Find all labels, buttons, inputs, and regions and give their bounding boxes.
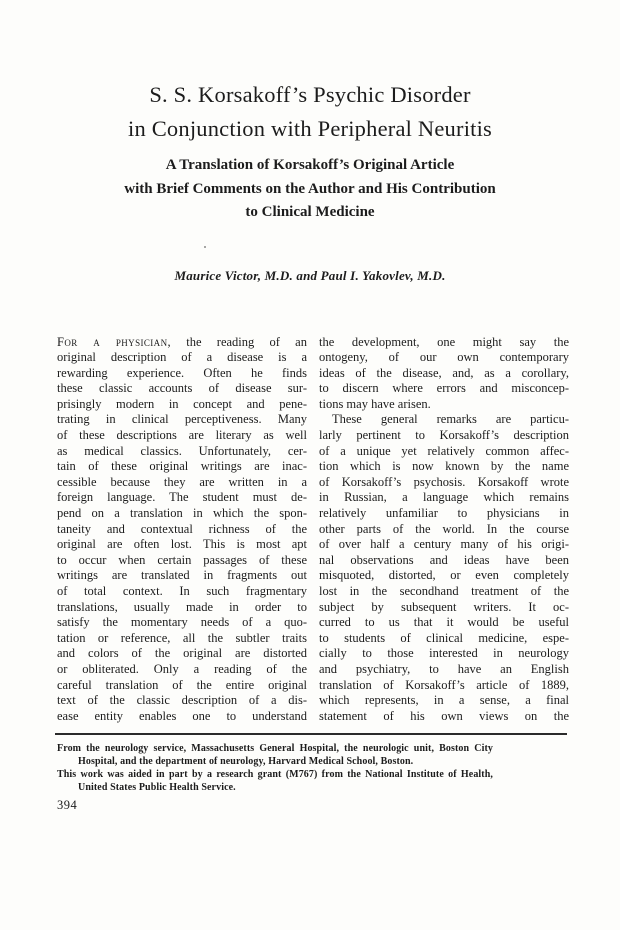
text-line: these classic accounts of disease sur- [57, 381, 307, 396]
text-line: tation or reference, all the subtler traits [57, 630, 307, 645]
text-line: satisfy the momentary needs of a quo- [57, 615, 307, 630]
text-line: relatively unfamiliar to physicians in [319, 506, 569, 521]
footnote-line: From the neurology service, Massachusetts General Hospital, the neurologic unit, Boston City [57, 743, 493, 755]
text-line: of Korsakoff’s psychosis. Korsakoff wrote [319, 474, 569, 489]
footnotes [57, 742, 493, 794]
title-line: in Conjunction with Peripheral Neuritis [128, 116, 492, 141]
text-line: text of the classic description of a dis- [57, 693, 307, 708]
text-line: subject by subsequent writers. It oc- [319, 599, 569, 614]
text-line: tions may have arisen. [319, 396, 431, 411]
text-line: cessible because they are written in a [57, 474, 307, 489]
article-title [0, 78, 620, 146]
footnote-divider [55, 733, 567, 735]
subtitle-line: with Brief Comments on the Author and His Contribution [124, 180, 496, 197]
column-left-lines [57, 350, 307, 724]
text-line: taneity and contextual richness of the [57, 521, 307, 536]
text-line: other parts of the world. In the course [319, 521, 569, 536]
text-line: which represents, in a sense, a final [319, 693, 569, 708]
title-line: S. S. Korsakoff’s Psychic Disorder [149, 82, 471, 107]
text-line: trating in clinical perceptiveness. Many [57, 412, 307, 427]
text-line: to students of clinical medicine, espe- [319, 630, 569, 645]
text-line: as medical classics. Unfortunately, cer- [57, 443, 307, 458]
text-line: to occur when certain passages of these [57, 552, 307, 567]
authors-byline: Maurice Victor, M.D. and Paul I. Yakovlev, M.D. [174, 267, 446, 283]
text-line: writings are translated in fragments out [57, 568, 307, 583]
text-line: ease entity enables one to understand [57, 708, 307, 723]
text-line: larly pertinent to Korsakoff’s description [319, 428, 569, 443]
opening-line-rest: the reading of an [171, 334, 307, 349]
text-line: curred to us that it would be useful [319, 615, 569, 630]
opening-smallcaps: For a physician, [57, 334, 171, 349]
footnote-line: Hospital, and the department of neurology, Harvard Medical School, Boston. [78, 756, 414, 768]
text-line: nal observations and ideas have been [319, 552, 569, 567]
text-line: original are often lost. This is most apt [57, 537, 307, 552]
text-line: of a unique yet relatively common affec- [319, 443, 569, 458]
subtitle-line: A Translation of Korsakoff’s Original Article [165, 157, 455, 173]
text-line: of over half a century many of his origi- [319, 537, 569, 552]
text-line: and colors of the original are distorted [57, 646, 307, 661]
article-subtitle [0, 154, 620, 225]
text-line: the development, one might say the [319, 334, 569, 349]
text-line: lost in the secondhand treatment of the [319, 584, 569, 598]
text-line: careful translation of the entire original [57, 677, 307, 692]
text-line: These general remarks are particu- [332, 412, 569, 427]
text-line: misquoted, distorted, or even completely [319, 568, 569, 583]
subtitle-line: to Clinical Medicine [245, 204, 375, 220]
text-line: in Russian, a language which remains [319, 490, 569, 505]
text-line: translation of Korsakoff’s article of 1889, [319, 677, 569, 692]
text-line: or obliterated. Only a reading of the [57, 661, 307, 676]
article-header [0, 0, 620, 284]
text-line: rewarding experience. Often he finds [57, 365, 307, 380]
text-line: ontogeny, of our own contemporary [319, 350, 569, 365]
text-line: original description of a disease is a [57, 350, 307, 365]
text-line: tion which is now known by the name [319, 459, 569, 474]
text-line: ideas of the disease, and, as a corollary, [319, 365, 569, 380]
text-line: of total context. In such fragmentary [57, 584, 307, 598]
opening-line [57, 335, 307, 351]
column-left [57, 335, 307, 725]
text-line: foreign language. The student must de- [57, 490, 307, 505]
footnote-line: United States Public Health Service. [78, 782, 236, 794]
text-line: to discern where errors and misconcep- [319, 381, 569, 396]
text-line: and psychiatry, to have an English [319, 661, 569, 676]
page-number: 394 [57, 798, 78, 813]
footnote-line: This work was aided in part by a research grant (M767) from the National Institute of Health, [57, 769, 493, 781]
scan-speck [204, 246, 206, 248]
article-body [57, 335, 569, 725]
column-right-lines [319, 335, 569, 725]
text-line: statement of his own views on the [319, 708, 569, 723]
text-line: of these descriptions are literary as well [57, 428, 307, 443]
text-line: translations, usually made in order to [57, 599, 307, 614]
text-line: tain of these original writings are inac- [57, 459, 307, 474]
text-line: pend on a translation in which the spon- [57, 506, 307, 521]
text-line: cially to those interested in neurology [319, 646, 569, 661]
column-right [319, 335, 569, 725]
text-line: prisingly modern in concept and pene- [57, 396, 307, 411]
